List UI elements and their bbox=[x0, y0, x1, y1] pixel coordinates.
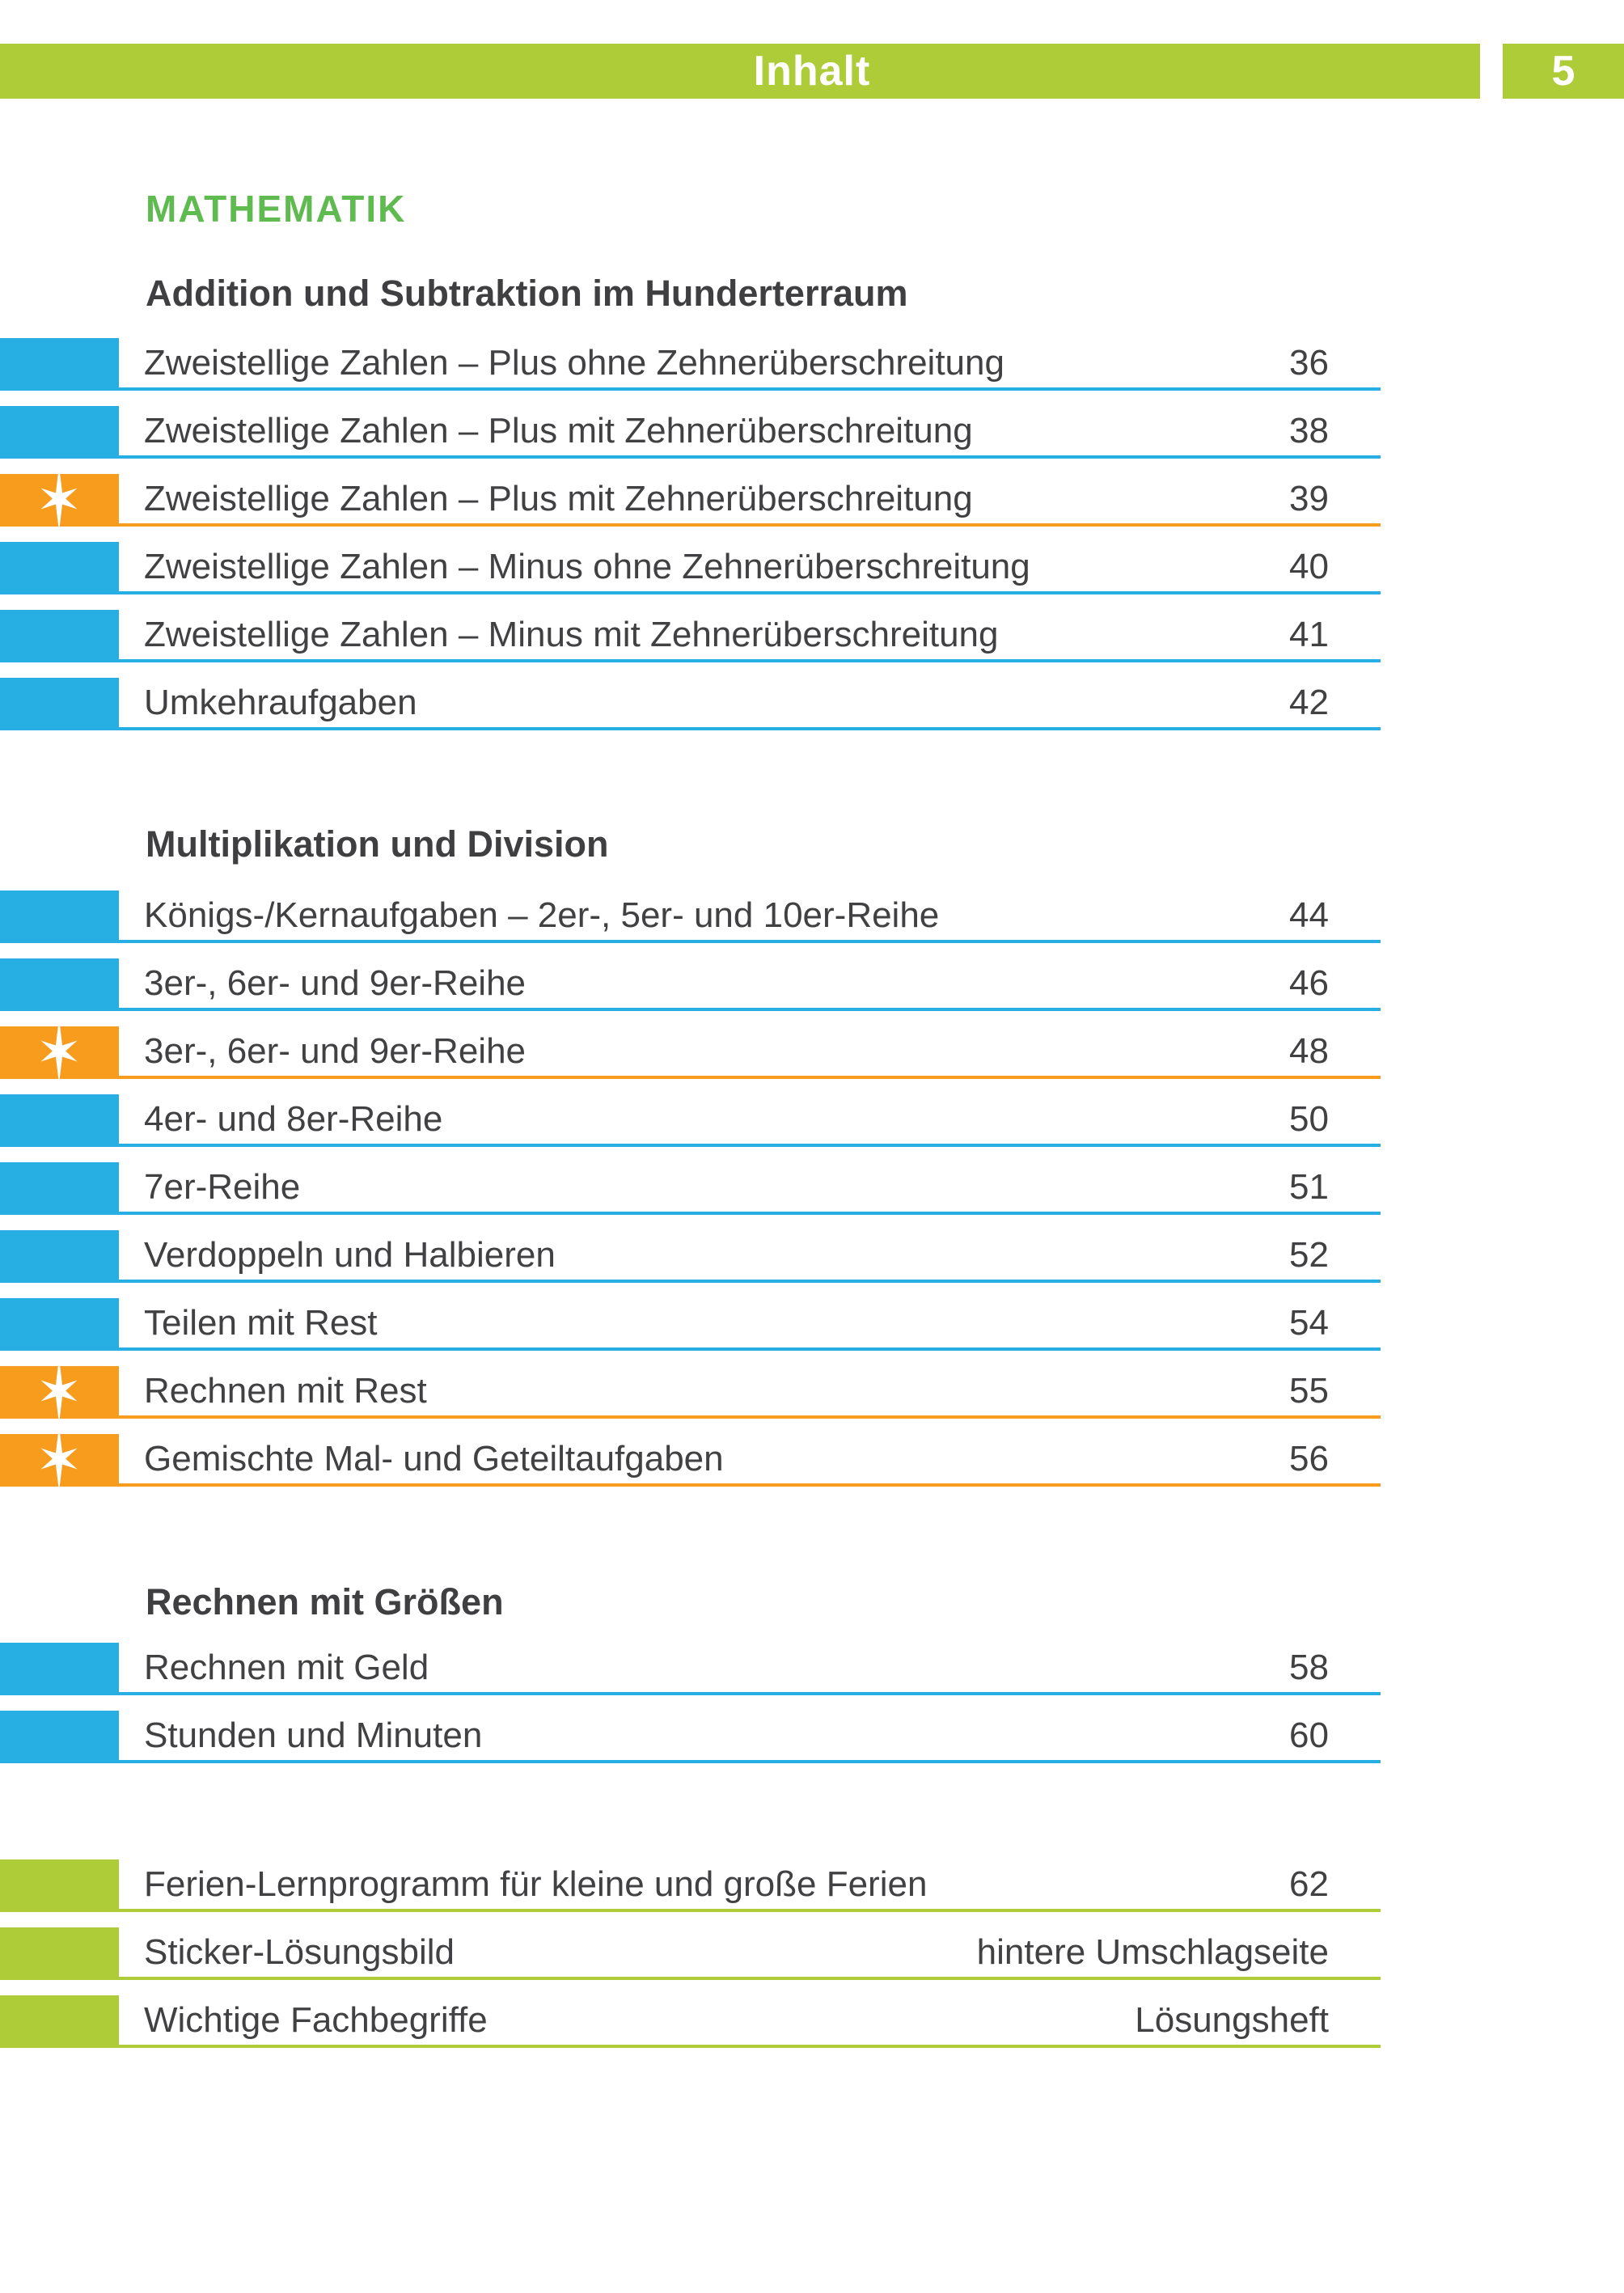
row-accent-block bbox=[0, 1711, 119, 1761]
row-label: Rechnen mit Geld bbox=[144, 1648, 429, 1687]
toc-row bbox=[0, 1298, 1381, 1348]
row-page-number: 52 bbox=[1289, 1235, 1329, 1275]
row-page-number: 36 bbox=[1289, 343, 1329, 383]
toc-row bbox=[0, 1230, 1381, 1280]
row-label: Verdoppeln und Halbieren bbox=[144, 1235, 556, 1275]
section-rows bbox=[0, 338, 1381, 746]
appendix-row bbox=[0, 1859, 1381, 1910]
row-label: 3er-, 6er- und 9er-Reihe bbox=[144, 1031, 527, 1071]
row-label: Zweistellige Zahlen – Plus mit Zehnerüberschreitung bbox=[144, 479, 973, 518]
toc-row bbox=[0, 338, 1381, 388]
row-page-number: 54 bbox=[1289, 1303, 1329, 1343]
row-accent-block bbox=[0, 610, 119, 660]
row-label: Umkehraufgaben bbox=[144, 683, 417, 722]
appendix-row bbox=[0, 1995, 1381, 2046]
section-title: Rechnen mit Größen bbox=[146, 1581, 504, 1622]
row-page-number: 46 bbox=[1289, 963, 1329, 1003]
row-accent-block bbox=[0, 474, 119, 524]
row-accent-block bbox=[0, 1859, 119, 1910]
section-title: Addition und Subtraktion im Hunderterraum bbox=[146, 273, 908, 314]
row-accent-block bbox=[0, 678, 119, 728]
toc-row bbox=[0, 1643, 1381, 1693]
row-accent-block bbox=[0, 1094, 119, 1144]
appendix-label: Ferien-Lernprogramm für kleine und große Ferien bbox=[144, 1864, 928, 1904]
row-accent-block bbox=[0, 1995, 119, 2046]
row-page-number: 38 bbox=[1289, 411, 1329, 451]
toc-row bbox=[0, 1026, 1381, 1077]
row-label: 3er-, 6er- und 9er-Reihe bbox=[144, 963, 527, 1003]
row-label: Stunden und Minuten bbox=[144, 1716, 483, 1755]
row-page-number: 42 bbox=[1289, 683, 1329, 722]
row-accent-block bbox=[0, 1230, 119, 1280]
row-page-number: 58 bbox=[1289, 1648, 1329, 1687]
row-label: Rechnen mit Rest bbox=[144, 1371, 427, 1411]
row-accent-block bbox=[0, 958, 119, 1009]
appendix-row bbox=[0, 1927, 1381, 1978]
row-label: Zweistellige Zahlen – Minus ohne Zehnerüberschreitung bbox=[144, 547, 1030, 586]
row-accent-block bbox=[0, 1298, 119, 1348]
appendix-rows bbox=[0, 1859, 1381, 2063]
row-page-number: 44 bbox=[1289, 895, 1329, 935]
section-title: Multiplikation und Division bbox=[146, 823, 609, 865]
row-page-number: 48 bbox=[1289, 1031, 1329, 1071]
toc-row bbox=[0, 958, 1381, 1009]
toc-row bbox=[0, 678, 1381, 728]
row-page-number: 60 bbox=[1289, 1716, 1329, 1755]
star-icon bbox=[36, 1358, 82, 1424]
toc-row bbox=[0, 1162, 1381, 1212]
appendix-value: Lösungsheft bbox=[1135, 2000, 1329, 2040]
row-label: Zweistellige Zahlen – Plus ohne Zehnerüberschreitung bbox=[144, 343, 1004, 383]
toc-row bbox=[0, 1094, 1381, 1144]
appendix-value: 62 bbox=[1289, 1864, 1329, 1904]
appendix-label: Sticker-Lösungsbild bbox=[144, 1932, 455, 1972]
row-accent-block bbox=[0, 1434, 119, 1484]
row-accent-block bbox=[0, 338, 119, 388]
toc-row bbox=[0, 610, 1381, 660]
row-page-number: 39 bbox=[1289, 479, 1329, 518]
row-accent-block bbox=[0, 1162, 119, 1212]
row-page-number: 51 bbox=[1289, 1167, 1329, 1207]
row-accent-block bbox=[0, 542, 119, 592]
row-label: 4er- und 8er-Reihe bbox=[144, 1099, 443, 1139]
row-label: Zweistellige Zahlen – Minus mit Zehnerüberschreitung bbox=[144, 615, 999, 654]
appendix-value: hintere Umschlagseite bbox=[976, 1932, 1329, 1972]
row-accent-block bbox=[0, 1643, 119, 1693]
toc-row bbox=[0, 1366, 1381, 1416]
row-page-number: 50 bbox=[1289, 1099, 1329, 1139]
row-accent-block bbox=[0, 406, 119, 456]
appendix-label: Wichtige Fachbegriffe bbox=[144, 2000, 488, 2040]
row-label: Königs-/Kernaufgaben – 2er-, 5er- und 10er-Reihe bbox=[144, 895, 940, 935]
header-title: Inhalt bbox=[753, 48, 871, 95]
row-page-number: 41 bbox=[1289, 615, 1329, 654]
row-label: Zweistellige Zahlen – Plus mit Zehnerüberschreitung bbox=[144, 411, 973, 451]
row-accent-block bbox=[0, 1026, 119, 1077]
star-icon bbox=[36, 1018, 82, 1084]
toc-row bbox=[0, 542, 1381, 592]
toc-row bbox=[0, 406, 1381, 456]
row-accent-block bbox=[0, 891, 119, 941]
toc-row bbox=[0, 1434, 1381, 1484]
toc-row bbox=[0, 891, 1381, 941]
section-rows bbox=[0, 1643, 1381, 1779]
row-page-number: 55 bbox=[1289, 1371, 1329, 1411]
row-label: Gemischte Mal- und Geteiltaufgaben bbox=[144, 1439, 724, 1479]
star-icon bbox=[36, 1426, 82, 1491]
subject-heading: MATHEMATIK bbox=[146, 188, 407, 230]
toc-row bbox=[0, 474, 1381, 524]
star-icon bbox=[36, 466, 82, 531]
page-number-badge: 5 bbox=[1503, 44, 1624, 99]
row-page-number: 40 bbox=[1289, 547, 1329, 586]
row-label: 7er-Reihe bbox=[144, 1167, 301, 1207]
section-rows bbox=[0, 891, 1381, 1502]
row-label: Teilen mit Rest bbox=[144, 1303, 378, 1343]
row-accent-block bbox=[0, 1366, 119, 1416]
row-accent-block bbox=[0, 1927, 119, 1978]
row-page-number: 56 bbox=[1289, 1439, 1329, 1479]
toc-row bbox=[0, 1711, 1381, 1761]
